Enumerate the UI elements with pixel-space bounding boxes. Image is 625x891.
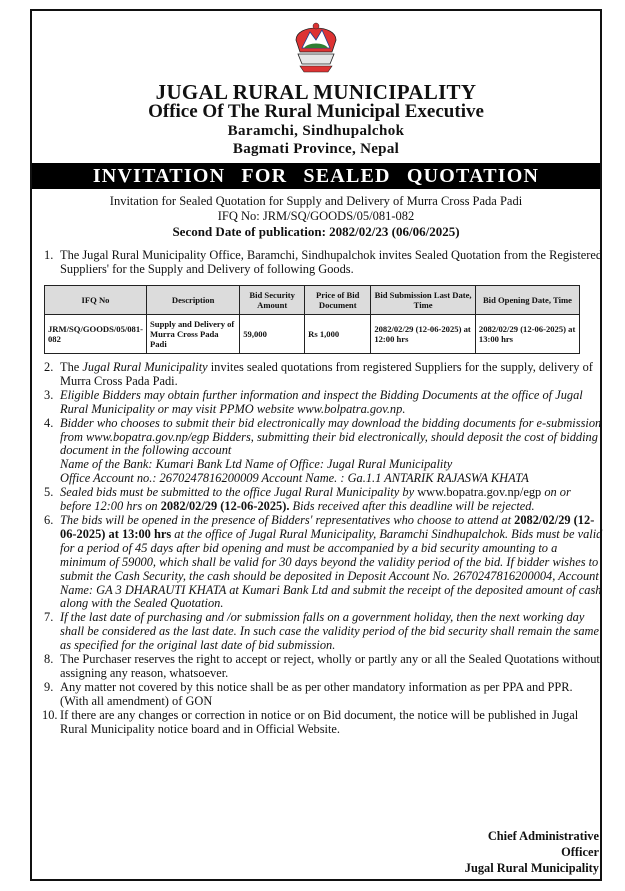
item-text: Sealed bids must be submitted to the office Jugal Rural Municipality by <box>60 485 415 500</box>
item-6 <box>44 514 604 611</box>
item-text: If the last date of purchasing and /or submission falls on a government holiday, then the next working day shall be considered as the last date. In such case the validity period of the bid security shall remain the same as specified for the original last date of bid submission. <box>60 610 600 653</box>
col-header: Description <box>147 286 240 315</box>
item-number: 4. <box>44 415 54 430</box>
item-text: www.bopatra.gov.np/egp <box>417 485 542 500</box>
table-cell: 59,000 <box>240 315 305 354</box>
notice-title-banner: INVITATION FOR SEALED QUOTATION <box>32 163 600 189</box>
item-10 <box>44 709 604 737</box>
item-3 <box>44 389 604 417</box>
table-cell: 2082/02/29 (12-06-2025) at 12:00 hrs <box>371 315 476 354</box>
items-list <box>44 361 604 736</box>
item-2 <box>44 361 604 389</box>
item-text: If there are any changes or correction in notice or on Bid document, the notice will be published in Jugal Rural Municipality notice board and in Official Website. <box>60 707 579 736</box>
item-number: 2. <box>44 360 54 374</box>
table-row <box>45 315 580 354</box>
table-header-row <box>45 286 580 315</box>
bank-line: Name of the Bank: Kumari Bank Ltd Name of Office: Jugal Rural Municipality <box>60 457 453 472</box>
deadline-date: 2082/02/29 (12-06-2025). <box>160 499 290 514</box>
table-cell: 2082/02/29 (12-06-2025) at 13:00 hrs <box>475 315 579 354</box>
item-text: Bids received after this deadline will be rejected. <box>289 499 535 514</box>
signature-block <box>465 828 599 876</box>
item-4 <box>44 417 604 487</box>
item-8 <box>44 653 604 681</box>
table-cell: Supply and Delivery of Murra Cross Pada Padi <box>147 315 240 354</box>
signature-title: Chief Administrative <box>487 829 599 843</box>
col-header: Price of Bid Document <box>305 286 371 315</box>
col-header: Bid Submission Last Date, Time <box>371 286 476 315</box>
publication-date: Second Date of publication: 2082/02/23 (06/06/2025) <box>172 224 460 239</box>
col-header: IFQ No <box>45 286 147 315</box>
address-line-2: Bagmati Province, Nepal <box>232 141 400 157</box>
item-text: at the office of Jugal Rural Municipality, Baramchi Sindhupalchok. Bids must be valid for a period of 45 days after bid opening and must be accompanied by a bid security amounting to a minimum of 59000, which shall be valid for 30 days beyond the validity period of the bid. If bidder wishes to submit the Cash Security, the cash should be deposited in Deposit Account No. 267024781620000​4, Account Name: GA 3 DHARAUTI KHATA at Kumari Bank Ltd and submit the receipt of the deposited amount of cash along with the Sealed Quotation. <box>60 526 603 611</box>
item-number: 6. <box>44 512 54 527</box>
item-text: on or before 12:00 hrs on <box>60 485 571 514</box>
item-number: 9. <box>44 679 54 694</box>
account-line: Office Account no.: 2670247816200009 Account Name. : Ga.1.1 ANTARIK RAJASWA KHATA <box>60 471 529 486</box>
item-text: The <box>60 360 83 374</box>
org-name: JUGAL RURAL MUNICIPALITY <box>155 80 477 104</box>
item-text: Eligible Bidders may obtain further information and inspect the Bidding Documents at the office of Jugal Rural Municipality or may visit PPMO website www.bolpatra.gov.np. <box>60 387 583 416</box>
item-text: The Purchaser reserves the right to accept or reject, wholly or partly any or all the Sealed Quotations without assigning any reason, whatsoever. <box>60 652 600 680</box>
opening-date: 2082/02/29 (12-06-2025) at 13:00 hrs <box>60 512 595 541</box>
item-text: Any matter not covered by this notice shall be as per other mandatory information as per PPA and PPR. (With all amendment) of GON <box>60 679 573 708</box>
quotation-subject: Invitation for Sealed Quotation for Supply and Delivery of Murra Cross Pada Padi <box>109 194 523 208</box>
item-9 <box>44 681 604 709</box>
item-text: The Jugal Rural Municipality Office, Baramchi, Sindhupalchok invites Sealed Quotation from the Registered Suppliers' for the Supply and Delivery of following Goods. <box>60 248 603 276</box>
item-number: 7. <box>44 610 54 625</box>
item-1 <box>44 249 604 277</box>
address-line-1: Baramchi, Sindhupalchok <box>227 123 405 139</box>
col-header: Bid Opening Date, Time <box>475 286 579 315</box>
signature-title: Officer <box>561 845 599 859</box>
item-text: The bids will be opened in the presence of Bidders' representatives who choose to attend at <box>60 512 515 527</box>
item-number: 8. <box>44 652 54 667</box>
nepal-emblem-icon <box>290 18 342 74</box>
col-header: Bid Security Amount <box>240 286 305 315</box>
item-text: invites sealed quotations from registered Suppliers for the supply, delivery of Murra Cross Pada Padi. <box>60 360 593 388</box>
table-cell: JRM/SQ/GOODS/05/081-082 <box>45 315 147 354</box>
item-text: Bidder who chooses to submit their bid electronically may download the bidding documents for e-submission from www.bopatra.gov.np/egp Bidders, submitting their bid electronically, should deposit the cost of bidding document in the following account <box>60 415 602 458</box>
table-cell: Rs 1,000 <box>305 315 371 354</box>
item-number: 5. <box>44 485 54 500</box>
bid-table <box>44 285 580 354</box>
item-5 <box>44 486 604 514</box>
item-number: 1. <box>44 248 54 262</box>
item-text: Jugal Rural Municipality <box>82 360 208 374</box>
item-number: 3. <box>44 387 54 402</box>
item-number: 10. <box>42 707 58 722</box>
signature-office: Jugal Rural Municipality <box>464 861 599 875</box>
ifq-number: IFQ No: JRM/SQ/GOODS/05/081-082 <box>217 209 415 223</box>
item-7 <box>44 611 604 653</box>
office-name: Office Of The Rural Municipal Executive <box>148 101 484 122</box>
